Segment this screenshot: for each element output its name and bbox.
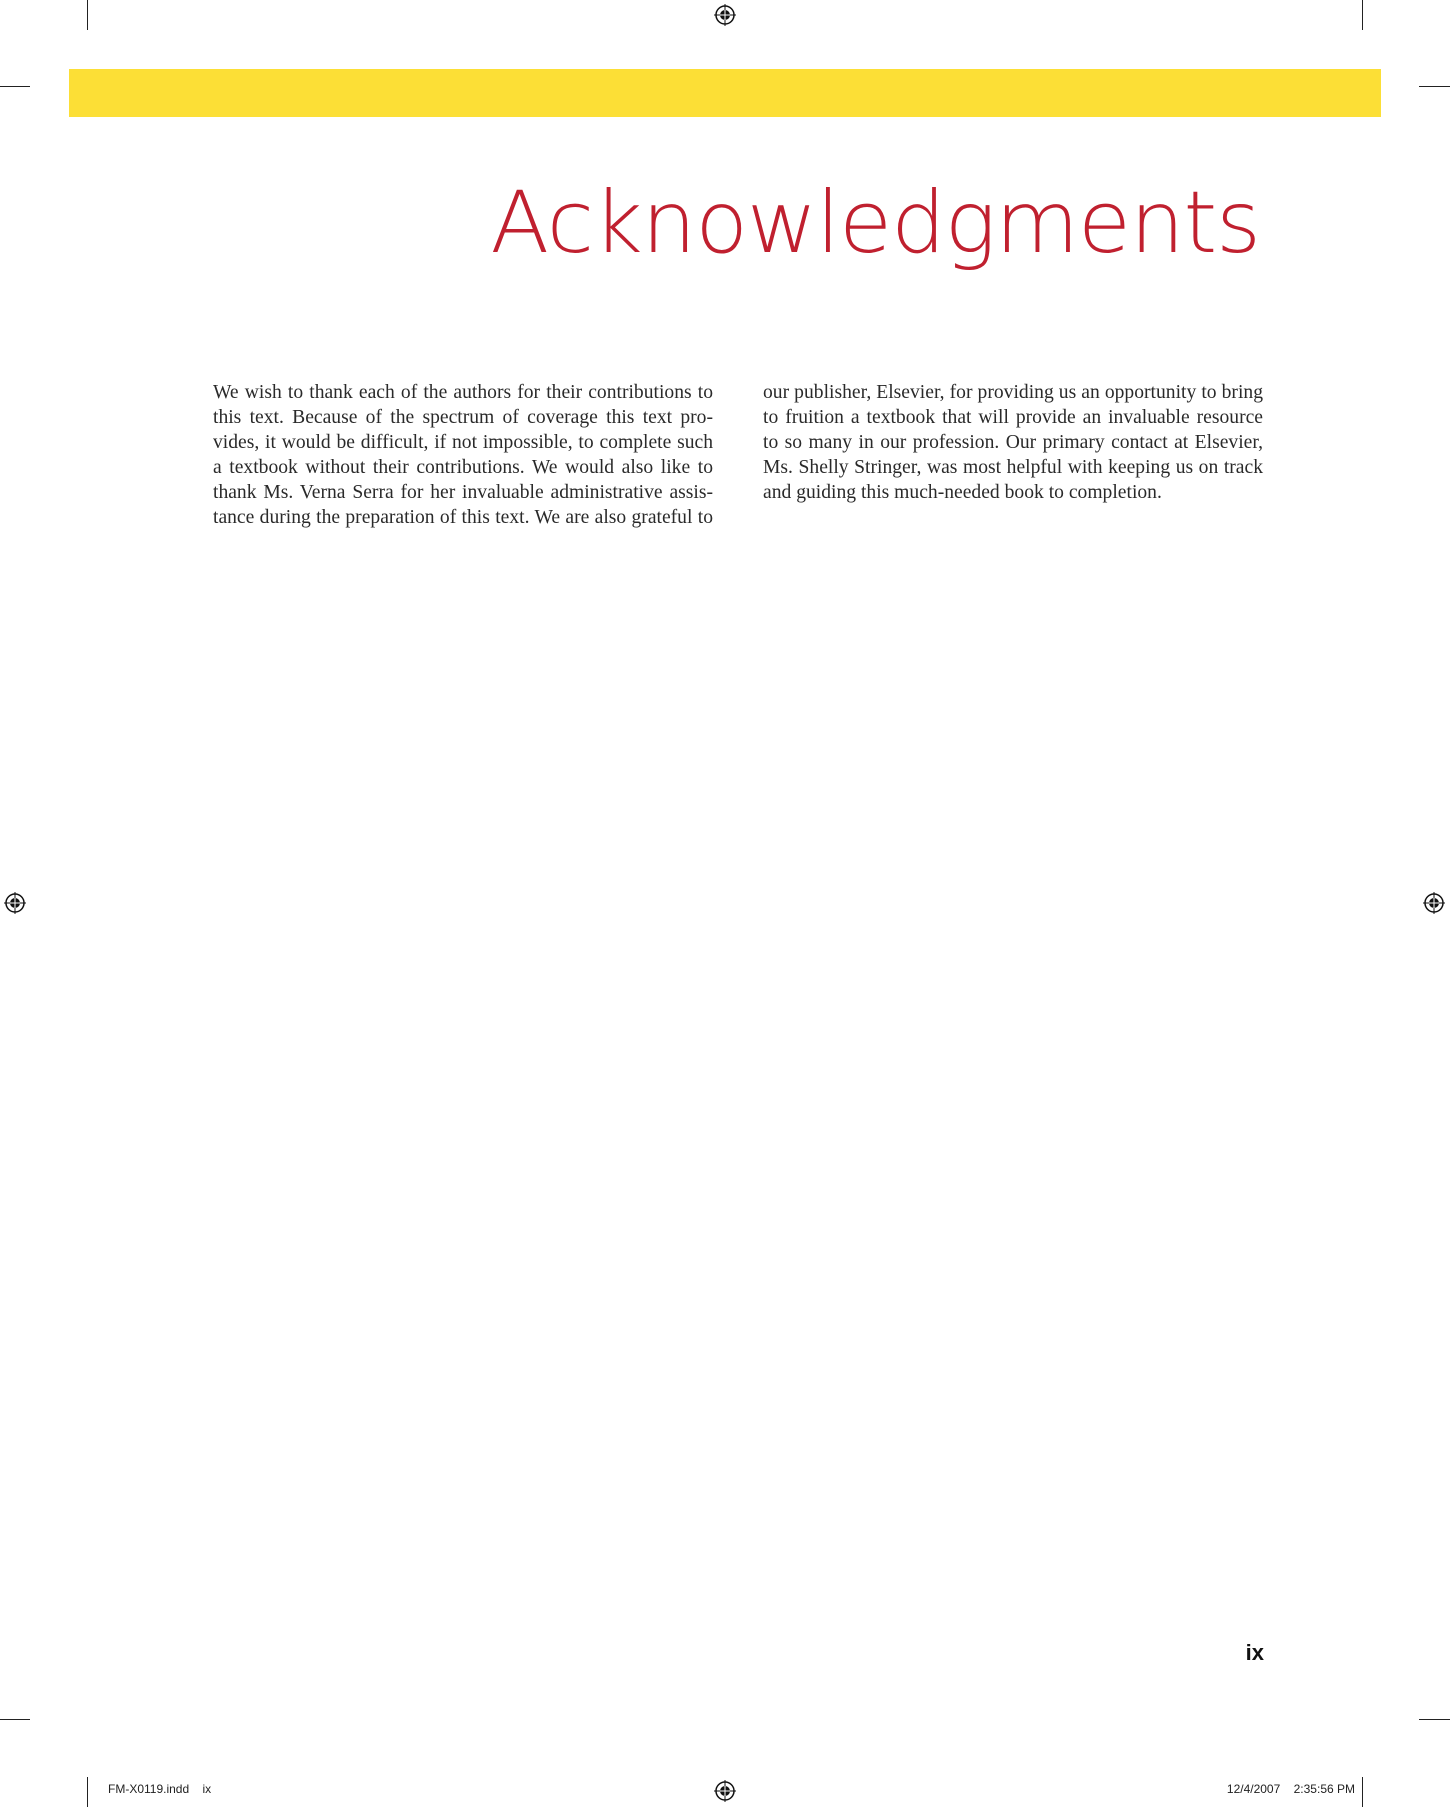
registration-mark-icon bbox=[4, 892, 26, 914]
crop-mark-right-top bbox=[1419, 86, 1450, 87]
page-title: Acknowledgments bbox=[490, 173, 1260, 273]
registration-mark-icon bbox=[1423, 892, 1445, 914]
crop-mark-bottom-right bbox=[1362, 1777, 1363, 1807]
slug-timestamp bbox=[1227, 1782, 1355, 1796]
header-color-band bbox=[69, 69, 1381, 117]
slug-date: 12/4/2007 bbox=[1226, 1782, 1281, 1796]
crop-mark-bottom-left bbox=[87, 1777, 88, 1807]
crop-mark-top-left bbox=[87, 0, 88, 30]
slug-file-page: ix bbox=[202, 1782, 212, 1796]
page-number: ix bbox=[1245, 1640, 1264, 1665]
slug-file-name: FM-X0119.indd bbox=[108, 1782, 190, 1796]
crop-mark-top-right bbox=[1362, 0, 1363, 30]
registration-mark-icon bbox=[714, 1780, 736, 1802]
slug-time: 2:35:56 PM bbox=[1293, 1782, 1355, 1796]
crop-mark-left-top bbox=[0, 86, 30, 87]
acknowledgments-body-text: We wish to thank each of the authors for their contributions to this text. Because of the spectrum of coverage this text provides, it would be difficult, if not impossible, to complete such a textbook without their contributions. We would also like to thank Ms. Verna Serra for her invaluable administrative assistance during the preparation of this text. We are also grateful to our publisher, Elsevier, for providing us an opportunity to bring to fruition a textbook that will provide an invaluable resource to so many in our profession. Our primary contact at Elsevier, Ms. Shelly Stringer, was most helpful with keeping us on track and guiding this much-needed book to completion. bbox=[213, 382, 1263, 528]
crop-mark-left-bottom bbox=[0, 1719, 30, 1720]
registration-mark-icon bbox=[714, 4, 736, 26]
slug-file-info bbox=[108, 1782, 211, 1796]
crop-mark-right-bottom bbox=[1419, 1719, 1450, 1720]
